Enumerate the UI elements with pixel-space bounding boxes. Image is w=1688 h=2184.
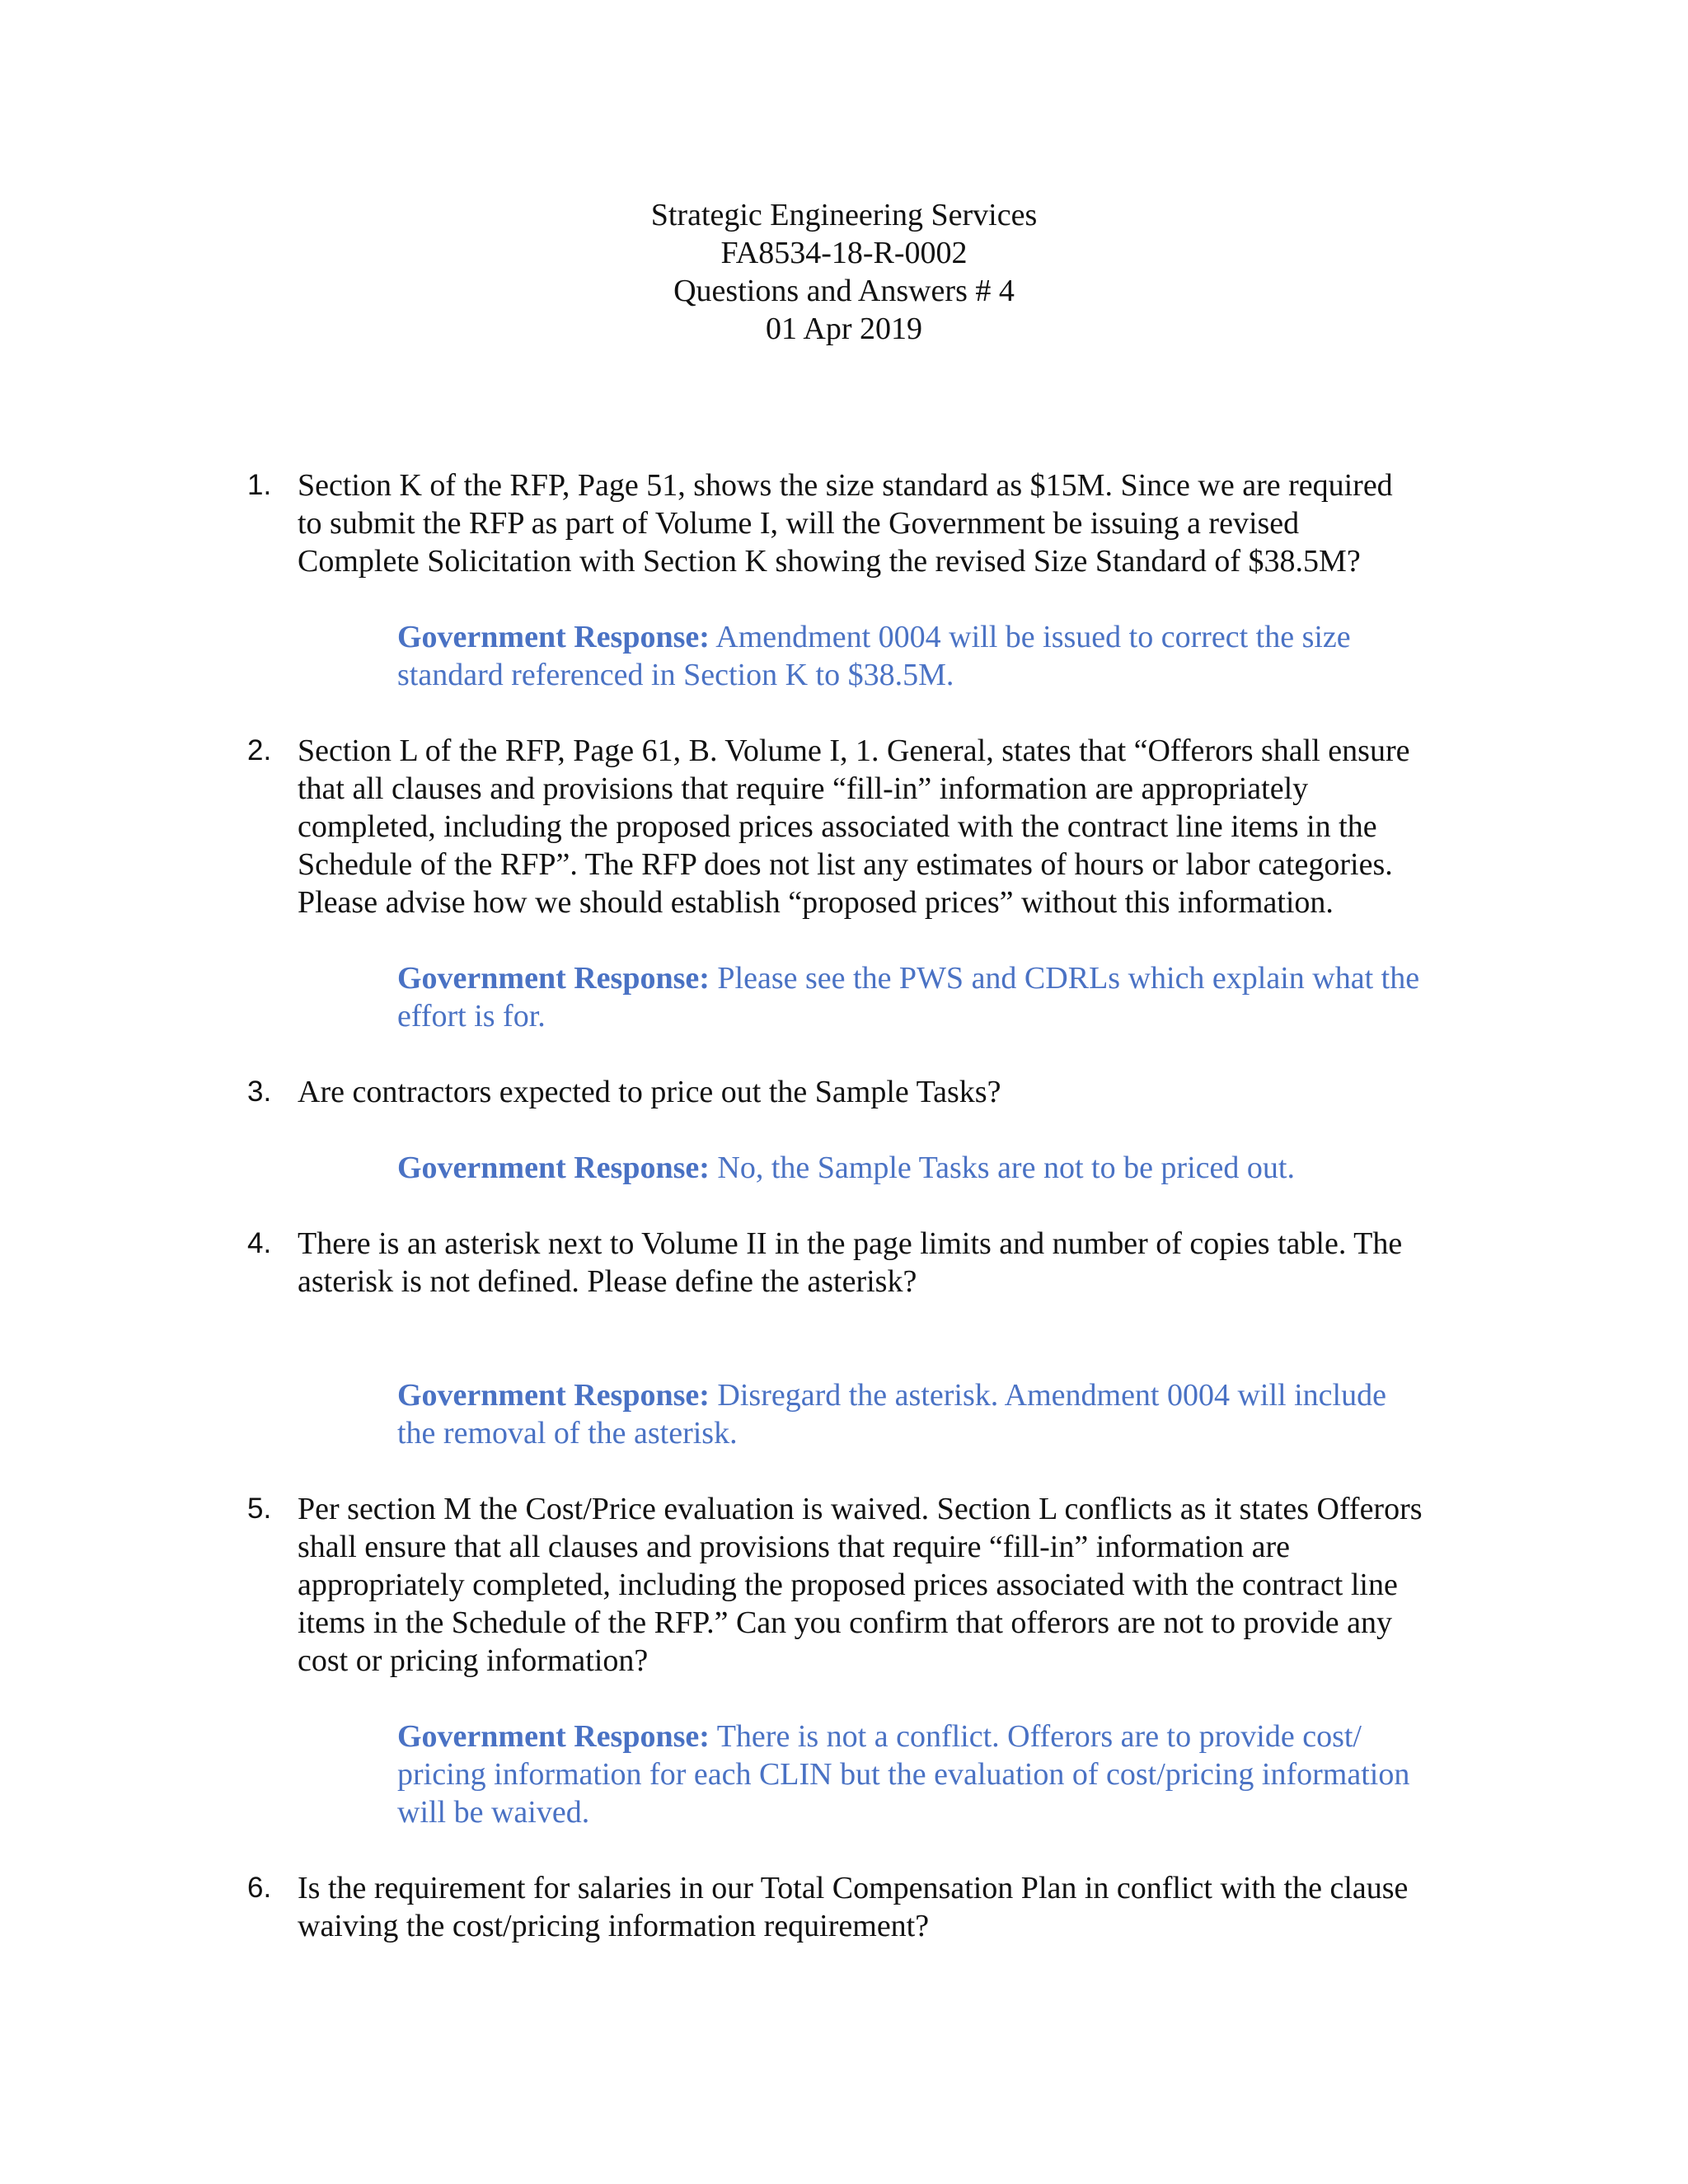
question-line: Per section M the Cost/Price evaluation is waived. Section L conflicts as it states Offerors — [298, 1492, 1423, 1526]
question-number: 4. — [247, 1227, 272, 1259]
response-line: No, the Sample Tasks are not to be priced out. — [709, 1151, 1295, 1185]
question-line: that all clauses and provisions that require “fill-in” information are appropriately — [298, 771, 1309, 806]
question-number: 6. — [247, 1872, 272, 1904]
question-number: 3. — [247, 1076, 272, 1108]
response-line: Amendment 0004 will be issued to correct the size — [709, 620, 1351, 654]
response-line: will be waived. — [397, 1795, 590, 1830]
question-line: Please advise how we should establish “proposed prices” without this information. — [298, 885, 1334, 920]
question-text — [298, 1869, 1509, 1945]
question-line: Complete Solicitation with Section K showing the revised Size Standard of $38.5M? — [298, 544, 1361, 579]
response-line: There is not a conflict. Offerors are to provide cost/ — [709, 1719, 1362, 1754]
government-response — [397, 1718, 1510, 1831]
qa-item-3 — [0, 1073, 1688, 1225]
qa-item-2 — [0, 732, 1688, 1073]
document-header — [0, 196, 1688, 348]
question-text — [298, 1490, 1509, 1680]
question-line: waiving the cost/pricing information requirement? — [298, 1909, 930, 1943]
question-text — [298, 466, 1509, 580]
question-line: completed, including the proposed prices associated with the contract line items in the — [298, 809, 1377, 844]
question-number: 1. — [247, 469, 272, 501]
response-line: effort is for. — [397, 999, 546, 1033]
question-number: 2. — [247, 734, 272, 766]
response-line: Please see the PWS and CDRLs which explain what the — [709, 961, 1420, 996]
question-number: 5. — [247, 1493, 272, 1525]
question-text — [298, 1073, 1509, 1111]
question-line: shall ensure that all clauses and provisions that require “fill-in” information are — [298, 1530, 1290, 1564]
qa-item-4 — [0, 1225, 1688, 1490]
question-text — [298, 1225, 1509, 1301]
response-label: Government Response: — [397, 1151, 710, 1185]
government-response — [397, 959, 1510, 1035]
header-solicitation-number: FA8534-18-R-0002 — [720, 236, 968, 270]
question-text — [298, 732, 1509, 921]
question-line: Section L of the RFP, Page 61, B. Volume I, 1. General, states that “Offerors shall ensure — [298, 733, 1410, 768]
qa-item-1 — [0, 466, 1688, 732]
qa-list — [0, 466, 1688, 1945]
question-line: items in the Schedule of the RFP.” Can you confirm that offerors are not to provide any — [298, 1605, 1392, 1640]
qa-item-6 — [0, 1869, 1688, 1945]
question-line: Is the requirement for salaries in our Total Compensation Plan in conflict with the clause — [298, 1871, 1409, 1905]
response-label: Government Response: — [397, 620, 710, 654]
question-line: to submit the RFP as part of Volume I, will the Government be issuing a revised — [298, 506, 1300, 541]
question-line: asterisk is not defined. Please define the asterisk? — [298, 1264, 917, 1299]
response-line: pricing information for each CLIN but the evaluation of cost/pricing information — [397, 1757, 1410, 1792]
qa-item-5 — [0, 1490, 1688, 1869]
government-response — [397, 1376, 1510, 1452]
response-line: the removal of the asterisk. — [397, 1416, 738, 1451]
question-line: Section K of the RFP, Page 51, shows the size standard as $15M. Since we are required — [298, 468, 1393, 503]
response-line: standard referenced in Section K to $38.5M. — [397, 658, 954, 692]
government-response — [397, 1149, 1510, 1187]
response-label: Government Response: — [397, 961, 710, 996]
question-line: appropriately completed, including the proposed prices associated with the contract line — [298, 1568, 1398, 1602]
question-line: Schedule of the RFP”. The RFP does not list any estimates of hours or labor categories. — [298, 847, 1393, 882]
question-line: cost or pricing information? — [298, 1643, 649, 1678]
question-line: Are contractors expected to price out the Sample Tasks? — [298, 1075, 1001, 1109]
header-title: Strategic Engineering Services — [650, 198, 1038, 232]
header-date: 01 Apr 2019 — [766, 312, 922, 346]
government-response — [397, 618, 1510, 694]
response-label: Government Response: — [397, 1719, 710, 1754]
header-subtitle: Questions and Answers # 4 — [673, 274, 1015, 308]
response-label: Government Response: — [397, 1378, 710, 1413]
response-line: Disregard the asterisk. Amendment 0004 will include — [709, 1378, 1386, 1413]
question-line: There is an asterisk next to Volume II in the page limits and number of copies table. The — [298, 1226, 1403, 1261]
